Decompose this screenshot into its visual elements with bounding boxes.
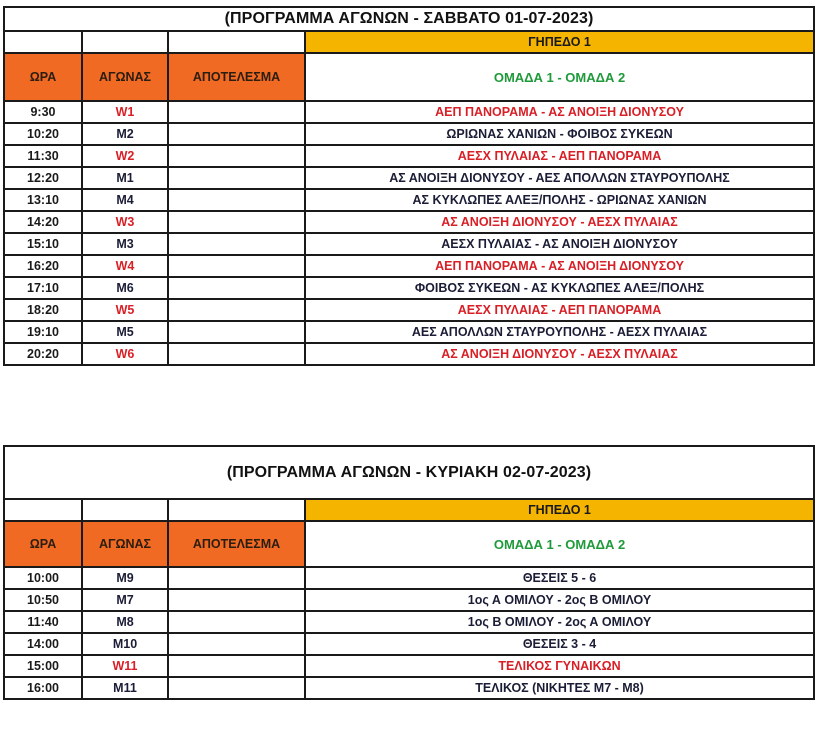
match-teams: ΑΣ ΑΝΟΙΞΗ ΔΙΟΝΥΣΟΥ - ΑΕΣΧ ΠΥΛΑΙΑΣ: [305, 343, 814, 365]
match-code: W11: [82, 655, 168, 677]
table-row: [4, 101, 814, 123]
table-row: [4, 167, 814, 189]
match-code: M9: [82, 567, 168, 589]
table-row: [4, 633, 814, 655]
match-teams: ΑΕΣΧ ΠΥΛΑΙΑΣ - ΑΕΠ ΠΑΝΟΡΑΜΑ: [305, 299, 814, 321]
match-time: 10:20: [4, 123, 82, 145]
empty-cell: [4, 31, 82, 53]
match-code: W1: [82, 101, 168, 123]
column-header-teams: ΟΜΑΔΑ 1 - ΟΜΑΔΑ 2: [305, 521, 814, 567]
match-result: [168, 145, 305, 167]
match-code: M11: [82, 677, 168, 699]
venue-header: ΓΗΠΕΔΟ 1: [305, 31, 814, 53]
match-teams: ΘΕΣΕΙΣ 3 - 4: [305, 633, 814, 655]
match-time: 20:20: [4, 343, 82, 365]
table-row: [4, 655, 814, 677]
match-result: [168, 343, 305, 365]
match-result: [168, 321, 305, 343]
match-teams: ΑΕΣΧ ΠΥΛΑΙΑΣ - ΑΣ ΑΝΟΙΞΗ ΔΙΟΝΥΣΟΥ: [305, 233, 814, 255]
empty-cell: [168, 31, 305, 53]
match-time: 12:20: [4, 167, 82, 189]
schedule-table-saturday: [3, 6, 815, 366]
table-row: [4, 211, 814, 233]
match-result: [168, 677, 305, 699]
match-time: 14:00: [4, 633, 82, 655]
match-time: 19:10: [4, 321, 82, 343]
match-time: 11:30: [4, 145, 82, 167]
match-result: [168, 189, 305, 211]
match-teams: ΩΡΙΩΝΑΣ ΧΑΝΙΩΝ - ΦΟΙΒΟΣ ΣΥΚΕΩΝ: [305, 123, 814, 145]
table-row: [4, 567, 814, 589]
schedule-title: (ΠΡΟΓΡΑΜΜΑ ΑΓΩΝΩΝ - ΚΥΡΙΑΚΗ 02-07-2023): [4, 446, 814, 499]
match-teams: 1ος Β ΟΜΙΛΟΥ - 2ος Α ΟΜΙΛΟΥ: [305, 611, 814, 633]
table-row: [4, 145, 814, 167]
match-result: [168, 299, 305, 321]
schedule-title: (ΠΡΟΓΡΑΜΜΑ ΑΓΩΝΩΝ - ΣΑΒΒΑΤΟ 01-07-2023): [4, 7, 814, 31]
table-row: [4, 321, 814, 343]
match-result: [168, 567, 305, 589]
table-row: [4, 255, 814, 277]
table-row: [4, 343, 814, 365]
match-code: W5: [82, 299, 168, 321]
empty-cell: [4, 499, 82, 521]
match-code: M1: [82, 167, 168, 189]
match-code: M7: [82, 589, 168, 611]
column-header-teams: ΟΜΑΔΑ 1 - ΟΜΑΔΑ 2: [305, 53, 814, 101]
match-teams: 1ος Α ΟΜΙΛΟΥ - 2ος Β ΟΜΙΛΟΥ: [305, 589, 814, 611]
match-time: 17:10: [4, 277, 82, 299]
match-time: 10:50: [4, 589, 82, 611]
match-code: M2: [82, 123, 168, 145]
column-header-match: ΑΓΩΝΑΣ: [82, 521, 168, 567]
match-teams: ΑΕΠ ΠΑΝΟΡΑΜΑ - ΑΣ ΑΝΟΙΞΗ ΔΙΟΝΥΣΟΥ: [305, 101, 814, 123]
match-code: W4: [82, 255, 168, 277]
table-row: [4, 123, 814, 145]
match-code: W3: [82, 211, 168, 233]
table-row: [4, 589, 814, 611]
venue-header: ΓΗΠΕΔΟ 1: [305, 499, 814, 521]
match-teams: ΤΕΛΙΚΟΣ ΓΥΝΑΙΚΩΝ: [305, 655, 814, 677]
table-row: [4, 611, 814, 633]
match-result: [168, 611, 305, 633]
empty-cell: [82, 31, 168, 53]
match-teams: ΘΕΣΕΙΣ 5 - 6: [305, 567, 814, 589]
table-row: [4, 277, 814, 299]
table-row: [4, 299, 814, 321]
match-time: 15:00: [4, 655, 82, 677]
match-code: M10: [82, 633, 168, 655]
match-code: W2: [82, 145, 168, 167]
match-teams: ΑΣ ΚΥΚΛΩΠΕΣ ΑΛΕΞ/ΠΟΛΗΣ - ΩΡΙΩΝΑΣ ΧΑΝΙΩΝ: [305, 189, 814, 211]
match-result: [168, 277, 305, 299]
match-teams: ΦΟΙΒΟΣ ΣΥΚΕΩΝ - ΑΣ ΚΥΚΛΩΠΕΣ ΑΛΕΞ/ΠΟΛΗΣ: [305, 277, 814, 299]
match-time: 16:20: [4, 255, 82, 277]
empty-cell: [168, 499, 305, 521]
match-result: [168, 255, 305, 277]
column-header-time: ΩΡΑ: [4, 521, 82, 567]
match-time: 18:20: [4, 299, 82, 321]
match-result: [168, 233, 305, 255]
table-row: [4, 677, 814, 699]
match-result: [168, 589, 305, 611]
match-code: M8: [82, 611, 168, 633]
match-teams: ΑΕΠ ΠΑΝΟΡΑΜΑ - ΑΣ ΑΝΟΙΞΗ ΔΙΟΝΥΣΟΥ: [305, 255, 814, 277]
match-result: [168, 655, 305, 677]
column-header-time: ΩΡΑ: [4, 53, 82, 101]
empty-cell: [82, 499, 168, 521]
match-result: [168, 101, 305, 123]
match-code: M5: [82, 321, 168, 343]
match-teams: ΤΕΛΙΚΟΣ (ΝΙΚΗΤΕΣ Μ7 - Μ8): [305, 677, 814, 699]
match-code: M3: [82, 233, 168, 255]
column-header-result: ΑΠΟΤΕΛΕΣΜΑ: [168, 53, 305, 101]
match-time: 9:30: [4, 101, 82, 123]
schedule-table-sunday: [3, 445, 815, 700]
match-result: [168, 211, 305, 233]
column-header-match: ΑΓΩΝΑΣ: [82, 53, 168, 101]
match-result: [168, 167, 305, 189]
match-time: 14:20: [4, 211, 82, 233]
column-header-result: ΑΠΟΤΕΛΕΣΜΑ: [168, 521, 305, 567]
match-time: 13:10: [4, 189, 82, 211]
match-time: 10:00: [4, 567, 82, 589]
table-row: [4, 189, 814, 211]
match-code: M4: [82, 189, 168, 211]
match-teams: ΑΣ ΑΝΟΙΞΗ ΔΙΟΝΥΣΟΥ - ΑΕΣΧ ΠΥΛΑΙΑΣ: [305, 211, 814, 233]
match-teams: ΑΣ ΑΝΟΙΞΗ ΔΙΟΝΥΣΟΥ - ΑΕΣ ΑΠΟΛΛΩΝ ΣΤΑΥΡΟΥΠΟΛΗΣ: [305, 167, 814, 189]
match-time: 16:00: [4, 677, 82, 699]
match-code: M6: [82, 277, 168, 299]
table-row: [4, 233, 814, 255]
match-teams: ΑΕΣ ΑΠΟΛΛΩΝ ΣΤΑΥΡΟΥΠΟΛΗΣ - ΑΕΣΧ ΠΥΛΑΙΑΣ: [305, 321, 814, 343]
match-time: 15:10: [4, 233, 82, 255]
match-teams: ΑΕΣΧ ΠΥΛΑΙΑΣ - ΑΕΠ ΠΑΝΟΡΑΜΑ: [305, 145, 814, 167]
match-result: [168, 123, 305, 145]
match-code: W6: [82, 343, 168, 365]
match-result: [168, 633, 305, 655]
match-time: 11:40: [4, 611, 82, 633]
